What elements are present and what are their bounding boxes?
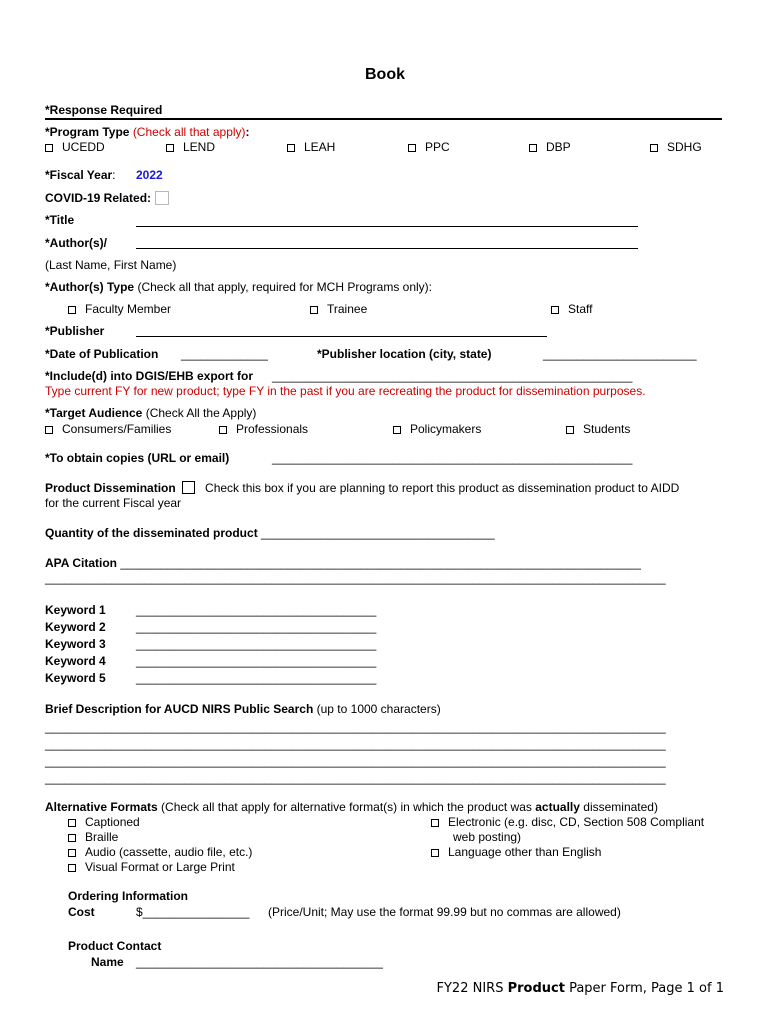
keyword-3-input[interactable]: ____________________________________: [136, 637, 377, 651]
audience-students[interactable]: Students: [566, 422, 630, 436]
publisher-label: *Publisher: [45, 324, 105, 338]
keyword-1-input[interactable]: ____________________________________: [136, 603, 377, 617]
checkbox-icon[interactable]: [431, 849, 439, 857]
ordering-information-heading: Ordering Information: [68, 889, 188, 903]
brief-description-line-1[interactable]: _____________________________________________________________________________________________: [45, 720, 666, 734]
program-option-ucedd[interactable]: UCEDD: [45, 140, 105, 154]
brief-description-line-3[interactable]: _____________________________________________________________________________________________: [45, 754, 666, 768]
include-dgis-note: Type current FY for new product; type FY in the past if you are recreating the product for dissemination purposes.: [45, 384, 646, 398]
authors-input-line[interactable]: [136, 248, 638, 249]
obtain-copies-label: *To obtain copies (URL or email): [45, 451, 230, 465]
author-type-label: *Author(s) Type (Check all that apply, required for MCH Programs only):: [45, 280, 433, 294]
audience-professionals[interactable]: Professionals: [219, 422, 308, 436]
checkbox-icon[interactable]: [393, 426, 401, 434]
keyword-5-input[interactable]: ____________________________________: [136, 671, 377, 685]
brief-description-line-2[interactable]: _____________________________________________________________________________________________: [45, 737, 666, 751]
header-divider: [45, 118, 722, 120]
audience-consumers[interactable]: Consumers/Families: [45, 422, 171, 436]
checkbox-icon[interactable]: [219, 426, 227, 434]
alt-format-electronic-cont: web posting): [453, 830, 522, 844]
checkbox-icon[interactable]: [68, 834, 76, 842]
dissemination-checkbox[interactable]: [182, 481, 195, 494]
checkbox-icon[interactable]: [431, 819, 439, 827]
title-input-line[interactable]: [136, 226, 638, 227]
apa-citation-input-line2[interactable]: _____________________________________________________________________________________________: [45, 571, 666, 585]
audience-policymakers[interactable]: Policymakers: [393, 422, 481, 436]
alt-format-visual[interactable]: Visual Format or Large Print: [68, 860, 235, 874]
checkbox-icon[interactable]: [68, 306, 76, 314]
keyword-3-label: Keyword 3: [45, 637, 106, 651]
checkbox-icon[interactable]: [650, 144, 658, 152]
author-type-trainee[interactable]: Trainee: [310, 302, 367, 316]
apa-citation-input[interactable]: ______________________________________________________________________________: [120, 556, 641, 570]
keyword-2-label: Keyword 2: [45, 620, 106, 634]
checkbox-icon[interactable]: [68, 864, 76, 872]
program-option-sdhg[interactable]: SDHG: [650, 140, 702, 154]
authors-label: *Author(s)/: [45, 236, 107, 250]
response-required-note: *Response Required: [45, 103, 163, 117]
cost-input[interactable]: $________________: [136, 905, 250, 919]
keyword-4-input[interactable]: ____________________________________: [136, 654, 377, 668]
publisher-location-input[interactable]: _______________________: [543, 347, 697, 361]
fiscal-year-label: *Fiscal Year:: [45, 168, 116, 182]
quantity-field: Quantity of the disseminated product ___________________________________: [45, 526, 495, 540]
program-type-label: *Program Type (Check all that apply):: [45, 125, 250, 139]
alt-format-audio[interactable]: Audio (cassette, audio file, etc.): [68, 845, 252, 859]
obtain-copies-input[interactable]: ______________________________________________________: [272, 451, 633, 465]
page-title: Book: [365, 66, 405, 83]
checkbox-icon[interactable]: [45, 144, 53, 152]
author-type-faculty[interactable]: Faculty Member: [68, 302, 171, 316]
alternative-formats-label: Alternative Formats (Check all that apply for alternative format(s) in which the product was actually disseminated): [45, 800, 658, 814]
target-audience-label: *Target Audience (Check All the Apply): [45, 406, 257, 420]
keyword-1-label: Keyword 1: [45, 603, 106, 617]
keyword-5-label: Keyword 5: [45, 671, 106, 685]
product-dissemination-row: Product Dissemination Check this box if you are planning to report this product as dissemination product to AIDD: [45, 481, 680, 495]
alt-format-language[interactable]: Language other than English: [431, 845, 601, 859]
apa-citation-field: APA Citation ______________________________________________________________________________: [45, 556, 641, 570]
checkbox-icon[interactable]: [287, 144, 295, 152]
keyword-4-label: Keyword 4: [45, 654, 106, 668]
product-contact-heading: Product Contact: [68, 939, 162, 953]
checkbox-icon[interactable]: [45, 426, 53, 434]
publisher-input-line[interactable]: [136, 336, 547, 337]
contact-name-label: Name: [91, 955, 124, 969]
checkbox-icon[interactable]: [166, 144, 174, 152]
checkbox-icon[interactable]: [310, 306, 318, 314]
brief-description-line-4[interactable]: _____________________________________________________________________________________________: [45, 771, 666, 785]
program-option-lend[interactable]: LEND: [166, 140, 215, 154]
alt-format-captioned[interactable]: Captioned: [68, 815, 140, 829]
include-dgis-input[interactable]: ______________________________________________________: [272, 369, 633, 383]
checkbox-icon[interactable]: [529, 144, 537, 152]
title-label: *Title: [45, 213, 75, 227]
program-option-ppc[interactable]: PPC: [408, 140, 450, 154]
include-dgis-label: *Include(d) into DGIS/EHB export for: [45, 369, 254, 383]
fiscal-year-value[interactable]: 2022: [136, 168, 163, 182]
program-option-dbp[interactable]: DBP: [529, 140, 571, 154]
covid-checkbox[interactable]: [155, 191, 169, 205]
alt-format-braille[interactable]: Braille: [68, 830, 118, 844]
keyword-2-input[interactable]: ____________________________________: [136, 620, 377, 634]
brief-description-label: Brief Description for AUCD NIRS Public Search (up to 1000 characters): [45, 702, 441, 716]
date-of-publication-label: *Date of Publication: [45, 347, 159, 361]
covid-related-field: COVID-19 Related:: [45, 191, 169, 205]
checkbox-icon[interactable]: [68, 819, 76, 827]
page-footer: FY22 NIRS Product Paper Form, Page 1 of 1: [436, 981, 724, 996]
checkbox-icon[interactable]: [566, 426, 574, 434]
publisher-location-label: *Publisher location (city, state): [317, 347, 492, 361]
cost-format-note: (Price/Unit; May use the format 99.99 but no commas are allowed): [268, 905, 621, 919]
date-of-publication-input[interactable]: _____________: [181, 347, 268, 361]
quantity-input[interactable]: ___________________________________: [261, 526, 495, 540]
alt-format-electronic[interactable]: Electronic (e.g. disc, CD, Section 508 Compliant: [431, 815, 704, 829]
checkbox-icon[interactable]: [551, 306, 559, 314]
checkbox-icon[interactable]: [408, 144, 416, 152]
product-dissemination-text-cont: for the current Fiscal year: [45, 496, 182, 510]
contact-name-input[interactable]: _____________________________________: [136, 955, 383, 969]
program-option-leah[interactable]: LEAH: [287, 140, 335, 154]
checkbox-icon[interactable]: [68, 849, 76, 857]
author-type-staff[interactable]: Staff: [551, 302, 592, 316]
authors-name-format-note: (Last Name, First Name): [45, 258, 177, 272]
cost-label: Cost: [68, 905, 95, 919]
